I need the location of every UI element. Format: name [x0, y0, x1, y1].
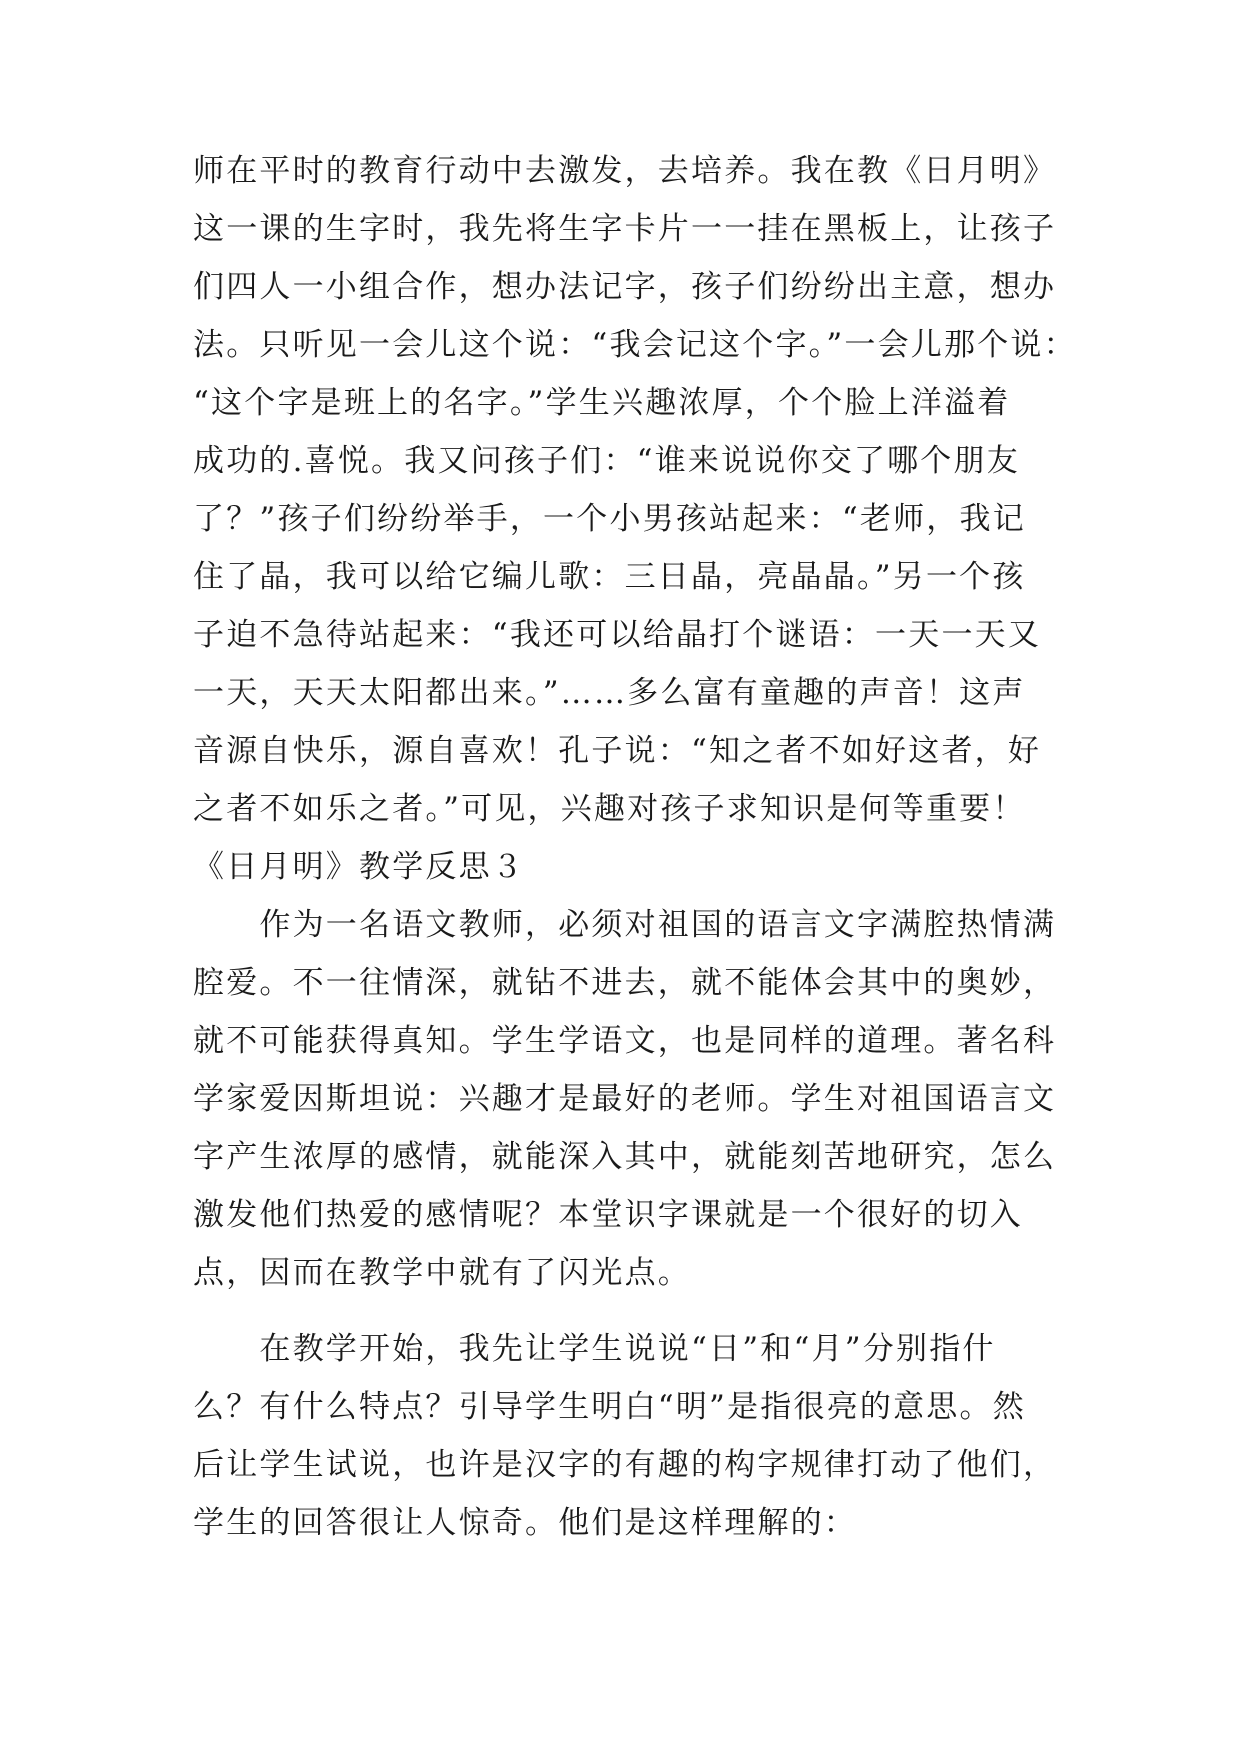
text-line: 字产生浓厚的感情，就能深入其中，就能刻苦地研究，怎么: [193, 1139, 1057, 1175]
text-line: 学生的回答很让人惊奇。他们是这样理解的：: [193, 1505, 857, 1541]
paragraph-teaching-start: [193, 1320, 1057, 1552]
text-line: 子迫不急待站起来：“我还可以给晶打个谜语：一天一天又: [193, 617, 1042, 653]
text-line: 成功的.喜悦。我又问孩子们：“谁来说说你交了哪个朋友: [193, 443, 1020, 479]
text-line: 住了晶，我可以给它编儿歌：三日晶，亮晶晶。”另一个孩: [193, 559, 1026, 595]
text-line: 作为一名语文教师，必须对祖国的语言文字满腔热情满: [193, 907, 1057, 943]
text-line: 这一课的生字时，我先将生字卡片一一挂在黑板上，让孩子: [193, 211, 1057, 247]
text-line: 一天，天天太阳都出来。”……多么富有童趣的声音！这声: [193, 675, 1026, 711]
section-heading: 《日月明》教学反思３: [193, 849, 525, 885]
paragraph-spacer: [193, 1302, 1048, 1320]
text-line: 后让学生试说，也许是汉字的有趣的构字规律打动了他们，: [193, 1447, 1057, 1483]
text-line: 师在平时的教育行动中去激发，去培养。我在教《日月明》: [193, 153, 1057, 189]
paragraph-interest: [193, 896, 1057, 1302]
text-line: 么？有什么特点？引导学生明白“明”是指很亮的意思。然: [193, 1389, 1026, 1425]
text-line: 法。只听见一会儿这个说：“我会记这个字。”一会儿那个说：: [193, 327, 1077, 363]
text-line: 点，因而在教学中就有了闪光点。: [193, 1255, 691, 1291]
document-body: [193, 142, 1077, 1552]
paragraph-continuation: [193, 142, 1077, 838]
text-line: 音源自快乐，源自喜欢！孔子说：“知之者不如好这者，好: [193, 733, 1042, 769]
text-line: 之者不如乐之者。”可见，兴趣对孩子求知识是何等重要！: [193, 791, 1026, 827]
text-line: 了？”孩子们纷纷举手，一个小男孩站起来：“老师，我记: [193, 501, 1026, 537]
text-line: 们四人一小组合作，想办法记字，孩子们纷纷出主意，想办: [193, 269, 1057, 305]
text-line: 在教学开始，我先让学生说说“日”和“月”分别指什: [193, 1331, 996, 1367]
text-line: 学家爱因斯坦说：兴趣才是最好的老师。学生对祖国语言文: [193, 1081, 1057, 1117]
text-line: 激发他们热爱的感情呢？本堂识字课就是一个很好的切入: [193, 1197, 1023, 1233]
text-line: 就不可能获得真知。学生学语文，也是同样的道理。著名科: [193, 1023, 1057, 1059]
text-line: 腔爱。不一往情深，就钻不进去，就不能体会其中的奥妙，: [193, 965, 1057, 1001]
text-line: “这个字是班上的名字。”学生兴趣浓厚，个个脸上洋溢着: [193, 385, 1011, 421]
